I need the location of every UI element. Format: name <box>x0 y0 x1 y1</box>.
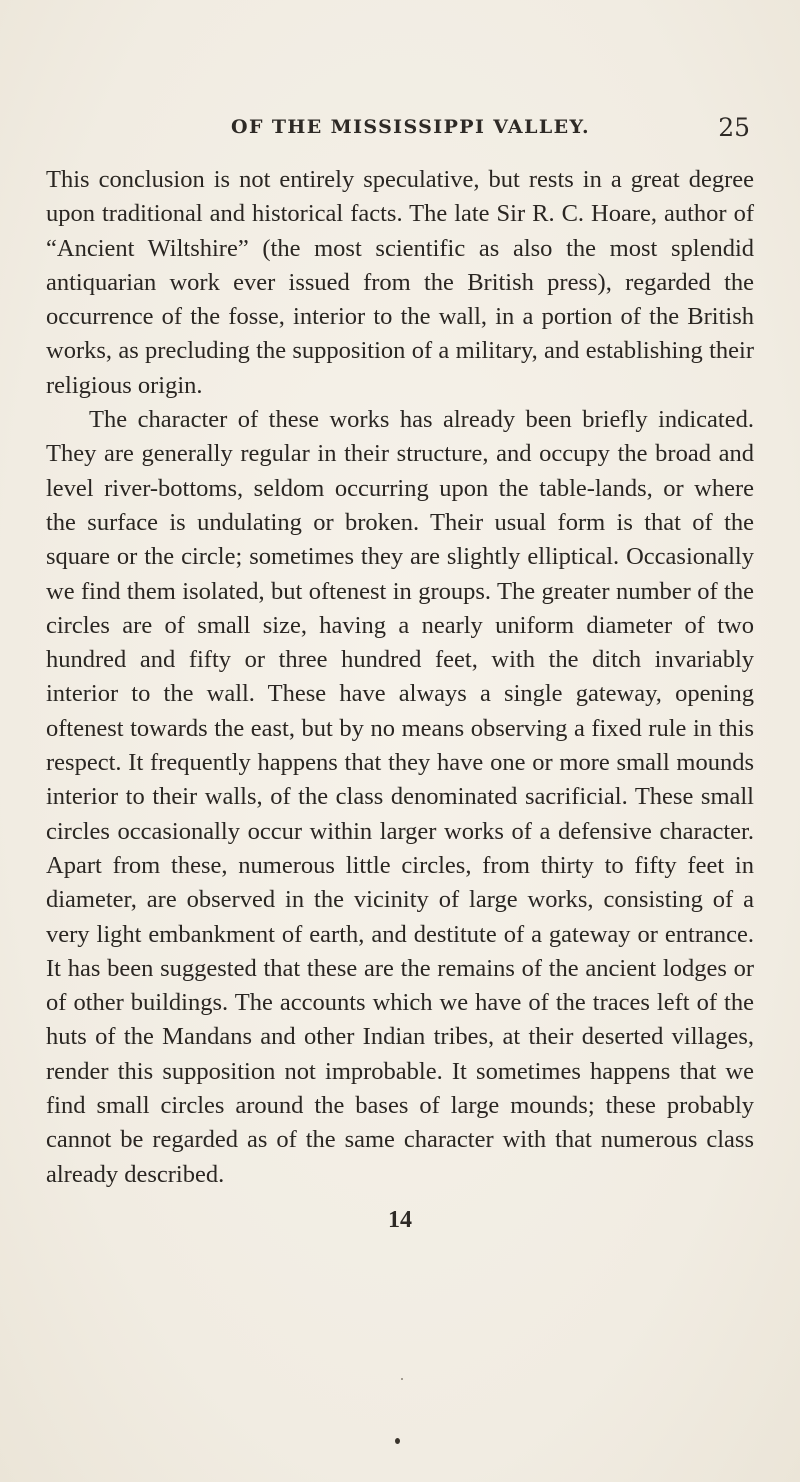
running-title: OF THE MISSISSIPPI VALLEY. <box>231 116 591 138</box>
running-head <box>46 113 750 146</box>
page-number: 25 <box>718 113 750 142</box>
paragraph: This conclusion is not entirely speculative, but rests in a great degree upon traditional and historical facts. The late Sir R. C. Hoare, author of “Ancient Wiltshire” (the most scientific as also the most splendid antiquarian work ever issued from the British press), regarded the occurrence of the fosse, interior to the wall, in a portion of the British works, as precluding the supposition of a military, and establishing their religious origin. <box>46 166 754 399</box>
ink-speck <box>395 1438 400 1444</box>
ink-speck <box>401 1378 403 1380</box>
paragraph: The character of these works has already been briefly indicated. They are generally regular in their structure, and occupy the broad and level river-bottoms, seldom occurring upon the table-lands, or where the surface is undulating or broken. Their usual form is that of the square or the circle; sometimes they are slightly elliptical. Occasionally we find them isolated, but oftenest in groups. The greater number of the circles are of small size, having a nearly uniform diameter of two hundred and fifty or three hundred feet, with the ditch invariably interior to the wall. These have always a single gateway, opening oftenest towards the east, but by no means observing a fixed rule in this respect. It frequently happens that they have one or more small mounds interior to their walls, of the class denominated sacrificial. These small circles occasionally occur within larger works of a defensive character. Apart from these, numerous little circles, from thirty to fifty feet in diameter, are observed in the vicinity of large works, consisting of a very light embankment of earth, and destitute of a gateway or entrance. It has been suggested that these are the remains of the ancient lodges or of other buildings. The accounts which we have of the traces left of the huts of the Mandans and other Indian tribes, at their deserted villages, render this supposition not improbable. It sometimes happens that we find small circles around the bases of large mounds; these probably cannot be regarded as of the same character with that numerous class already described. <box>46 406 754 1188</box>
body-text <box>46 163 754 1192</box>
signature-mark: 14 <box>388 1207 412 1233</box>
